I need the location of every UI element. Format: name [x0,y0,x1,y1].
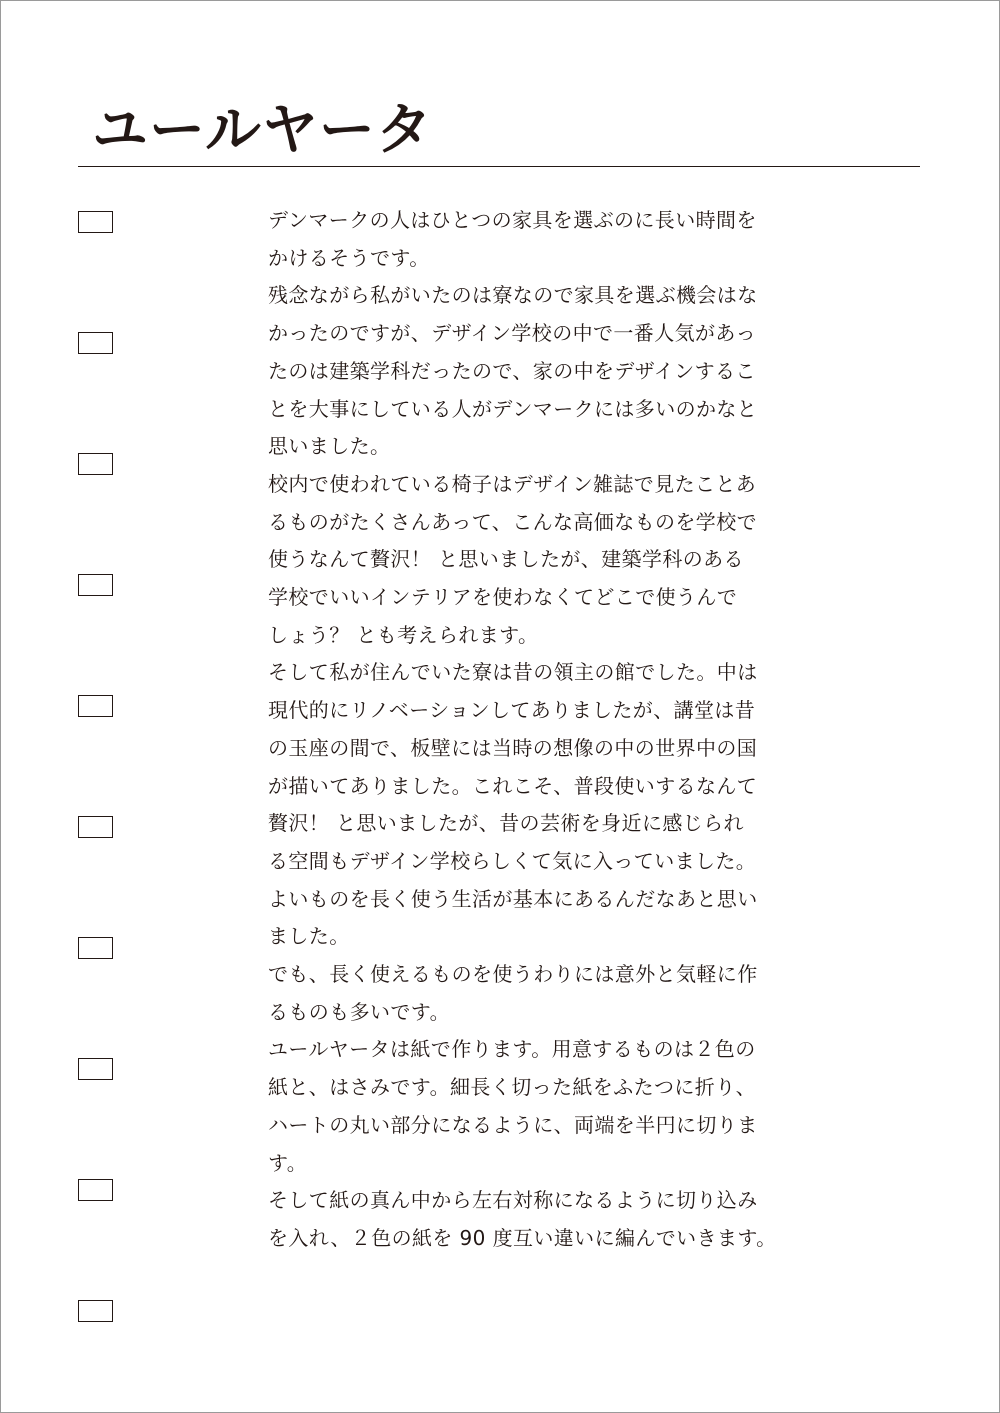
body-line: デンマークの人はひとつの家具を選ぶのに長い時間を [268,208,757,232]
body-line: よいものを長く使う生活が基本にあるんだなあと思い [268,886,758,911]
title-underline [78,166,920,167]
body-line: るものがたくさんあって、こんな高価なものを学校で [268,509,757,534]
body-line: を入れ、２色の紙を 90 度互い違いに編んでいきます。 [268,1225,777,1250]
checkbox[interactable] [78,574,113,596]
body-line: 校内で使われている椅子はデザイン雑誌で見たことあ [268,471,757,496]
body-line: 残念ながら私がいたのは寮なので家具を選ぶ機会はな [268,283,758,308]
body-line: 現代的にリノベーションしてありましたが、講堂は昔 [268,698,756,723]
body-line: かったのですが、デザイン学校の中で一番人気があっ [268,321,756,346]
checkbox[interactable] [78,1058,113,1080]
body-line: とを大事にしている人がデンマークには多いのかなと [268,396,758,421]
checkbox[interactable] [78,211,113,233]
body-line: でも、長く使えるものを使うわりには意外と気軽に作 [268,962,758,987]
body-line: 紙と、はさみです。細長く切った紙をふたつに折り、 [268,1075,756,1100]
body-line: そして私が住んでいた寮は昔の領主の館でした。中は [268,660,758,685]
body-line: ユールヤータは紙で作ります。用意するものは２色の [268,1037,756,1062]
body-line: そして紙の真ん中から左右対称になるように切り込み [268,1188,758,1213]
body-line: かけるそうです。 [268,245,430,270]
body-line: 学校でいいインテリアを使わなくてどこで使うんで [268,585,738,610]
body-line: たのは建築学科だったので、家の中をデザインするこ [268,358,756,383]
body-text [268,202,788,1258]
checkbox[interactable] [78,453,113,475]
body-line: しょう？ とも考えられます。 [268,622,539,647]
body-line: る空間もデザイン学校らしくて気に入っていました。 [268,848,757,873]
checkbox[interactable] [78,1300,113,1322]
body-line: 思いました。 [268,434,391,459]
checkbox[interactable] [78,332,113,354]
body-line: 贅沢！ と思いましたが、昔の芸術を身近に感じられ [268,811,744,836]
checkbox[interactable] [78,937,113,959]
checkbox[interactable] [78,816,113,838]
body-line: 使うなんて贅沢！ と思いましたが、建築学科のある [268,547,744,572]
body-line: が描いてありました。これこそ、普段使いするなんて [268,773,758,798]
page-title: ユールヤータ [92,98,433,163]
body-line: の玉座の間で、板壁には当時の想像の中の世界中の国 [268,735,758,760]
body-line: るものも多いです。 [268,999,450,1024]
checkbox[interactable] [78,1179,113,1201]
checkbox[interactable] [78,695,113,717]
body-line: ました。 [268,924,350,949]
body-line: す。 [268,1150,308,1175]
body-line: ハートの丸い部分になるように、両端を半円に切りま [268,1112,758,1137]
